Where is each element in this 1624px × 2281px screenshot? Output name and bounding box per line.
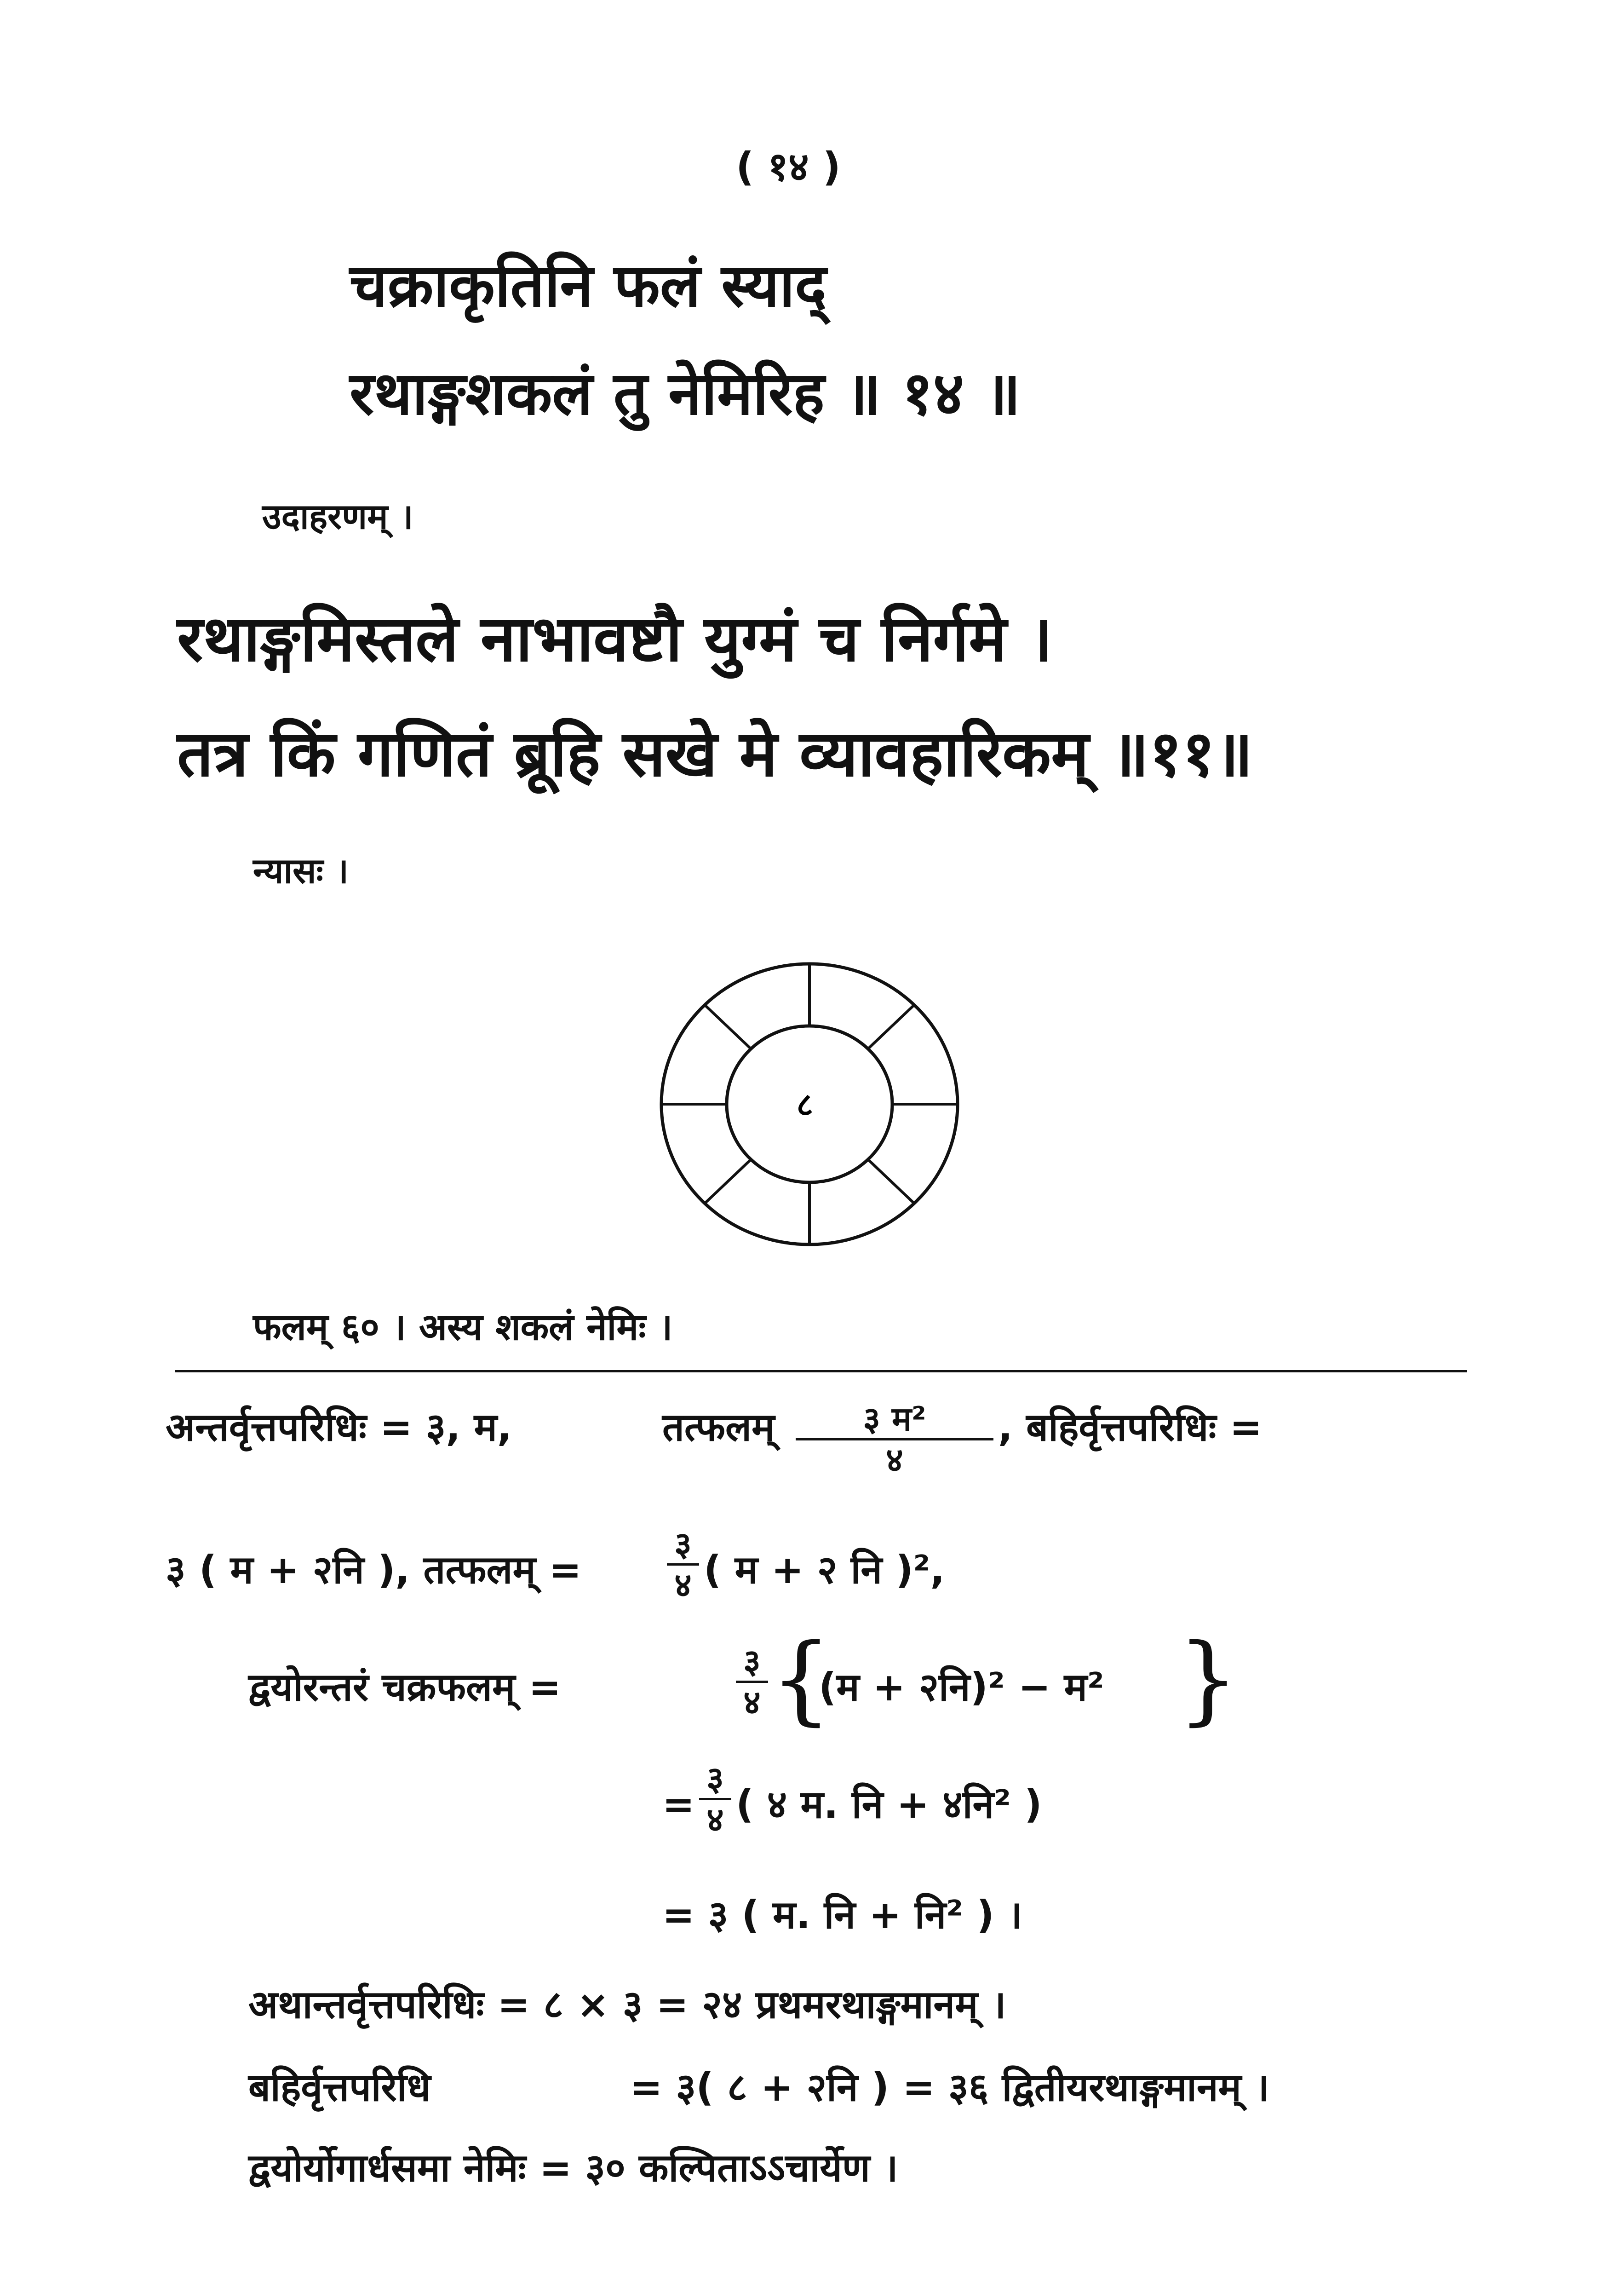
hub-number: ८ xyxy=(796,1086,814,1123)
math-line-1b: तत्फलम् xyxy=(662,1405,775,1450)
spoke xyxy=(868,1005,914,1049)
denominator: ४ xyxy=(674,1566,692,1604)
result-line: फलम् ६० । अस्य शकलं नेमिः । xyxy=(253,1306,673,1348)
equals-sign: = xyxy=(662,1782,695,1827)
wheel-diagram xyxy=(644,948,975,1261)
numerator: ३ म² xyxy=(863,1400,926,1438)
spoke xyxy=(868,1159,914,1203)
denominator: ४ xyxy=(706,1800,724,1839)
math-line-7a: बहिर्वृत्तपरिधि xyxy=(248,2065,431,2110)
denominator: ४ xyxy=(743,1683,761,1722)
denominator: ४ xyxy=(886,1440,903,1479)
setup-label: न्यासः । xyxy=(253,850,349,891)
spoke xyxy=(705,1159,751,1203)
example-label: उदाहरणम् । xyxy=(262,496,413,537)
verse-line: तत्र किं गणितं ब्रूहि सखे मे व्यावहारिकम् ॥११॥ xyxy=(177,717,1253,791)
numerator: ३ xyxy=(674,1525,692,1563)
spoke xyxy=(705,1005,751,1049)
math-line-5: = ३ ( म. नि + नि² ) । xyxy=(662,1892,1022,1937)
divider xyxy=(175,1370,1467,1372)
math-line-2b: ( म + २ नि )², xyxy=(704,1547,945,1592)
math-line-3b: (म + २नि)² − म² xyxy=(819,1665,1104,1710)
verse-line: चक्राकृतिनि फलं स्याद् xyxy=(350,250,827,320)
math-line-6: अथान्तर्वृत्तपरिधिः = ८ × ३ = २४ प्रथमरथाङ्गमानम् । xyxy=(248,1982,1006,2027)
fraction xyxy=(699,1759,731,1839)
verse-line: रथाङ्गशकलं तु नेमिरिह ॥ १४ ॥ xyxy=(350,358,1021,428)
right-brace: } xyxy=(1177,1623,1239,1735)
fraction xyxy=(796,1400,993,1479)
numerator: ३ xyxy=(743,1642,761,1681)
math-line-1c: , बहिर्वृत्तपरिधिः = xyxy=(998,1405,1262,1450)
math-line-4b: ( ४ म. नि + ४नि² ) xyxy=(736,1782,1042,1827)
math-line-1a: अन्तर्वृत्तपरिधिः = ३, म, xyxy=(166,1405,512,1450)
page-number: ( १४ ) xyxy=(736,144,841,190)
left-brace: { xyxy=(770,1623,832,1735)
fraction xyxy=(736,1642,768,1722)
math-line-7b: = ३( ८ + २नि ) = ३६ द्वितीयरथाङ्गमानम् । xyxy=(630,2065,1269,2110)
math-line-2a: ३ ( म + २नि ), तत्फलम् = xyxy=(166,1547,582,1592)
fraction xyxy=(667,1525,699,1604)
verse-line: रथाङ्गमिस्तले नाभावष्टौ युग्मं च निर्गमे । xyxy=(177,602,1053,676)
math-line-8: द्वयोर्योगार्धसमा नेमिः = ३० कल्पिताऽऽचार्येण । xyxy=(248,2145,898,2190)
numerator: ३ xyxy=(706,1759,724,1798)
math-line-3a: द्वयोरन्तरं चक्रफलम् = xyxy=(248,1665,561,1710)
